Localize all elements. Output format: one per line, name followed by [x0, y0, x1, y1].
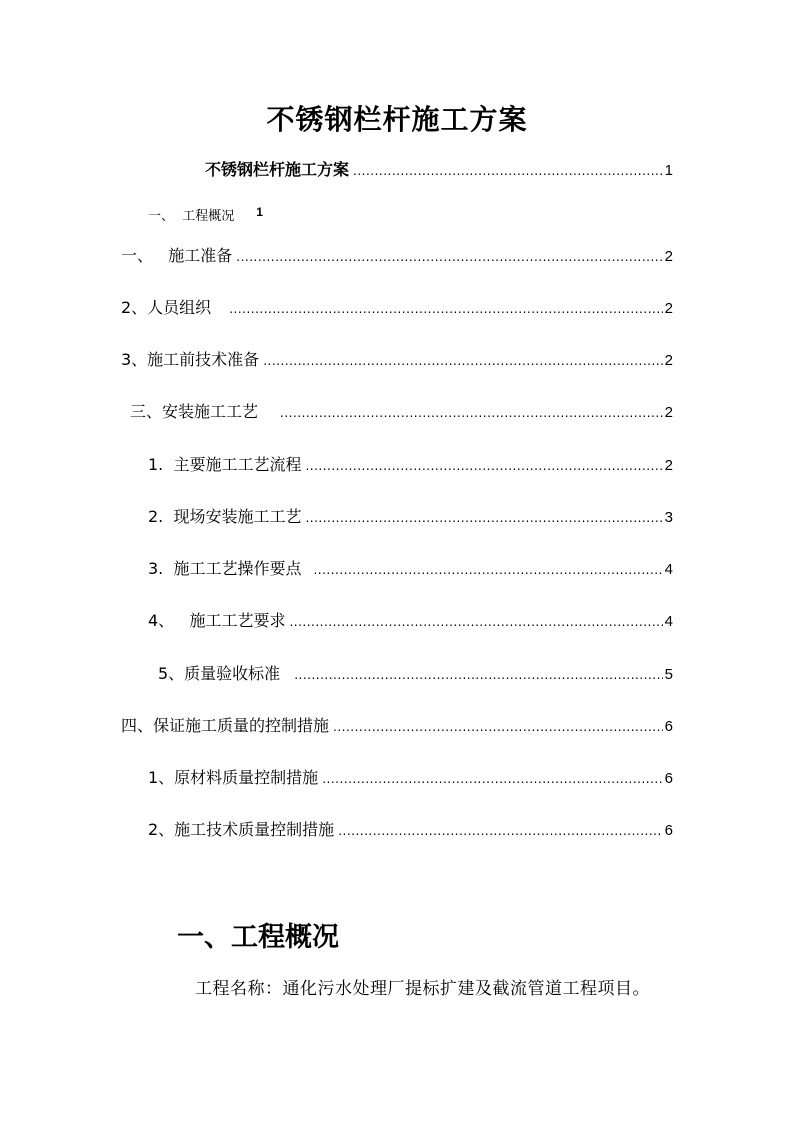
toc-leader	[322, 769, 662, 789]
toc-entry-label: 3. 施工工艺操作要点	[148, 559, 302, 578]
toc-entry[interactable]	[130, 402, 673, 423]
toc-entry-page: 1	[664, 162, 673, 179]
toc-leader	[289, 612, 662, 632]
toc-entry-page: 2	[664, 352, 673, 369]
toc-leader	[294, 665, 662, 685]
toc-entry-label: 5、质量验收标准	[158, 664, 281, 683]
toc-entry[interactable]	[148, 820, 673, 841]
section-heading: 一、工程概况	[177, 922, 339, 953]
toc-entry[interactable]	[158, 664, 673, 685]
toc-entry[interactable]	[121, 716, 673, 737]
toc-leader	[280, 403, 663, 423]
toc-entry-page: 2	[664, 404, 673, 421]
toc-entry[interactable]	[148, 768, 673, 789]
toc-entry-label: 1. 主要施工工艺流程	[148, 455, 302, 474]
toc-entry-label: 3、施工前技术准备	[121, 350, 260, 369]
toc-entry[interactable]	[205, 160, 673, 181]
body-paragraph: 工程名称：通化污水处理厂提标扩建及截流管道工程项目。	[195, 979, 650, 999]
toc-entry-label: 不锈钢栏杆施工方案	[205, 160, 350, 179]
toc-entry[interactable]	[148, 559, 673, 580]
toc-leader	[305, 508, 662, 528]
toc-entry-page: 5	[664, 666, 673, 683]
toc-entry[interactable]	[121, 246, 673, 267]
toc-entry-page: 2	[664, 300, 673, 317]
toc-entry-page: 3	[664, 509, 673, 526]
toc-entry-page: 2	[664, 248, 673, 265]
toc-entry[interactable]	[148, 507, 673, 528]
toc-entry-label: 三、安装施工工艺	[130, 402, 259, 421]
toc-entry-label: 一、 施工准备	[121, 246, 233, 265]
toc-entry-label: 2、人员组织	[121, 298, 212, 317]
toc-entry-page: 2	[664, 457, 673, 474]
toc-leader	[229, 299, 662, 319]
toc-entry-page: 6	[664, 822, 673, 839]
toc-entry-label: 一、 工程概况	[148, 209, 235, 224]
toc-entry-label: 4、 施工工艺要求	[148, 611, 286, 630]
toc-entry-page: 4	[664, 613, 673, 630]
toc-entry[interactable]	[121, 350, 673, 371]
toc-entry-page: 4	[664, 561, 673, 578]
toc-entry[interactable]	[148, 205, 263, 224]
toc-entry-label: 2. 现场安装施工工艺	[148, 507, 302, 526]
toc-entry[interactable]	[148, 611, 673, 632]
toc-entry-label: 四、保证施工质量的控制措施	[121, 716, 330, 735]
toc-leader	[305, 456, 662, 476]
toc-entry-page: 1	[256, 205, 263, 219]
toc-leader	[333, 717, 663, 737]
toc-leader	[236, 247, 662, 267]
toc-leader	[338, 821, 662, 841]
toc-leader	[313, 560, 662, 580]
toc-entry[interactable]	[148, 455, 673, 476]
toc-entry[interactable]	[121, 298, 673, 319]
toc-entry-page: 6	[664, 770, 673, 787]
toc-entry-page: 6	[664, 718, 673, 735]
toc-leader	[263, 351, 662, 371]
toc-entry-label: 1、原材料质量控制措施	[148, 768, 319, 787]
toc-leader	[353, 161, 663, 181]
document-title: 不锈钢栏杆施工方案	[266, 103, 528, 136]
toc-entry-label: 2、施工技术质量控制措施	[148, 820, 335, 839]
